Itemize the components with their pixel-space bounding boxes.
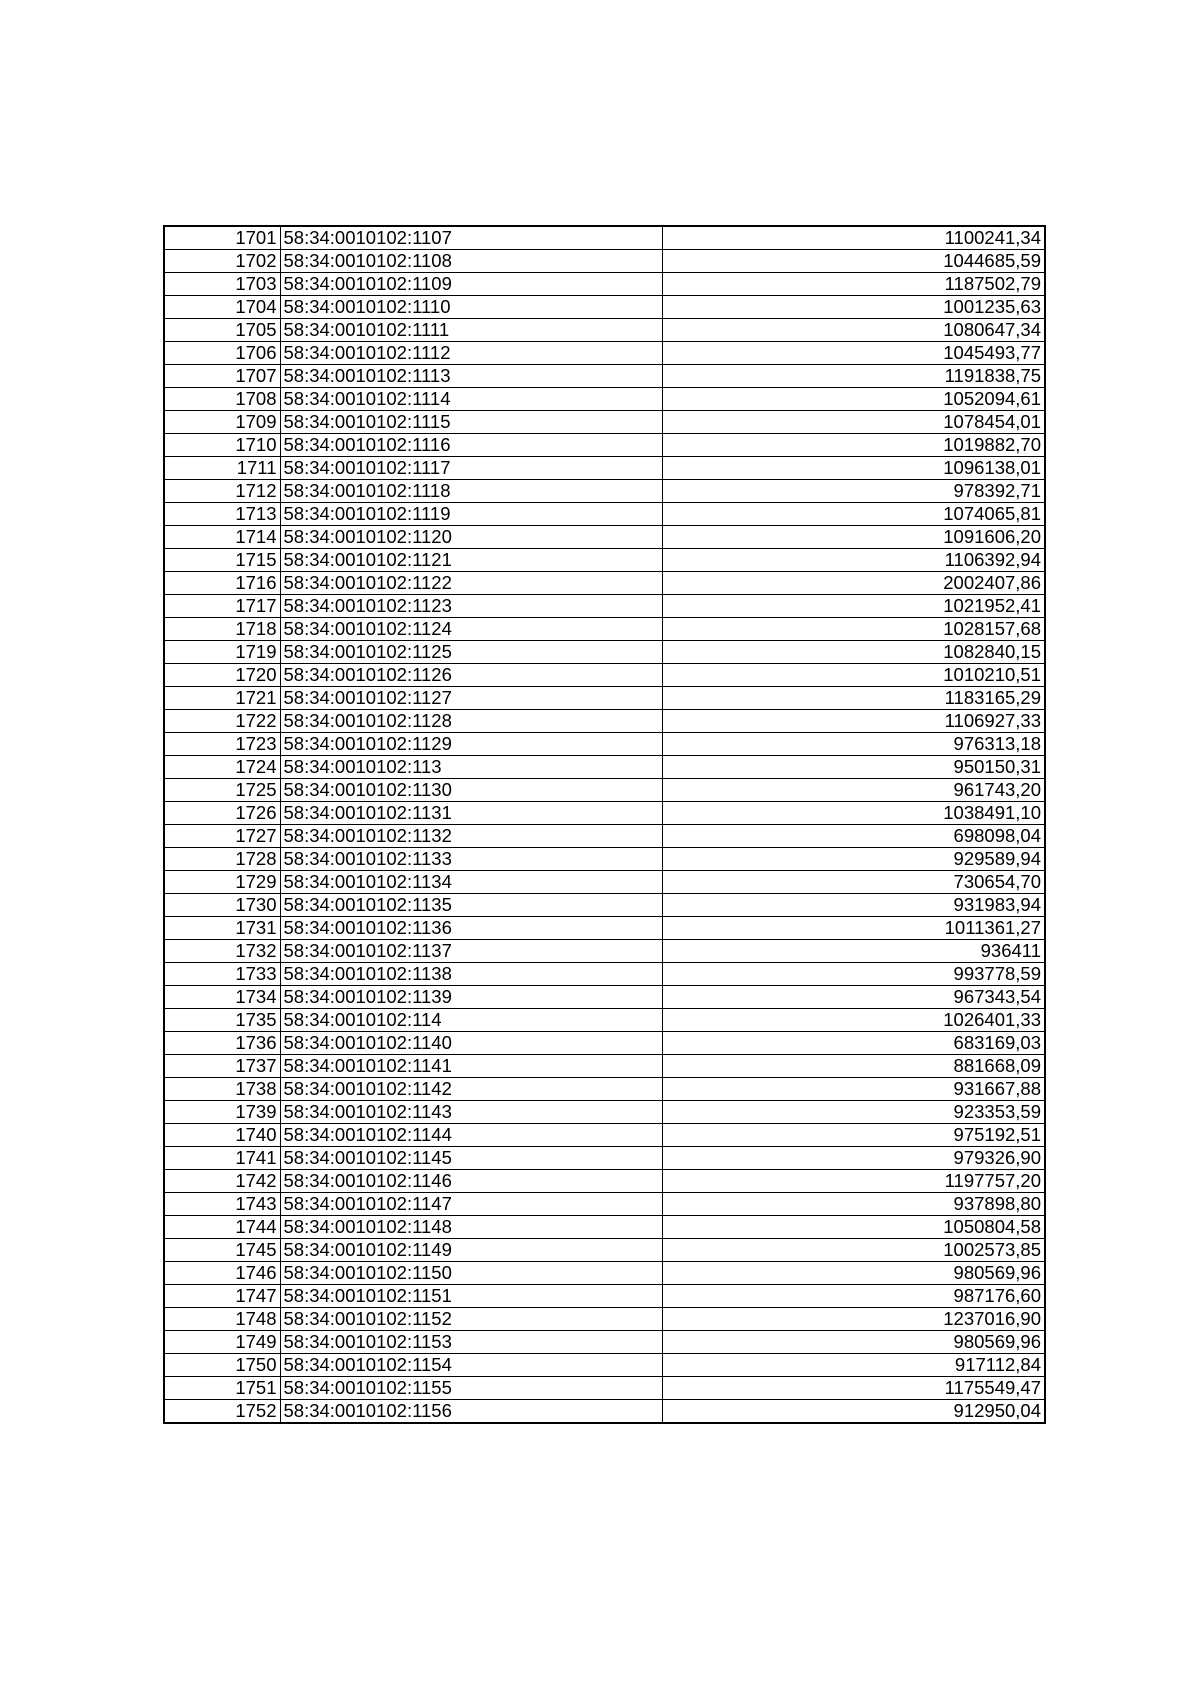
table-row — [164, 618, 1045, 641]
cadastral-number-cell: 58:34:0010102:1121 — [280, 549, 662, 572]
row-number-cell: 1723 — [164, 733, 280, 756]
cadastral-number-cell: 58:34:0010102:1117 — [280, 457, 662, 480]
cadastral-number-cell: 58:34:0010102:1155 — [280, 1377, 662, 1400]
value-cell: 967343,54 — [662, 986, 1045, 1009]
row-number-cell: 1733 — [164, 963, 280, 986]
table-row — [164, 802, 1045, 825]
table-row — [164, 1400, 1045, 1424]
table-row — [164, 503, 1045, 526]
cadastral-number-cell: 58:34:0010102:1109 — [280, 273, 662, 296]
cadastral-number-cell: 58:34:0010102:1146 — [280, 1170, 662, 1193]
value-cell: 1044685,59 — [662, 250, 1045, 273]
row-number-cell: 1713 — [164, 503, 280, 526]
table-row — [164, 273, 1045, 296]
cadastral-number-cell: 58:34:0010102:1140 — [280, 1032, 662, 1055]
row-number-cell: 1721 — [164, 687, 280, 710]
value-cell: 979326,90 — [662, 1147, 1045, 1170]
value-cell: 976313,18 — [662, 733, 1045, 756]
value-cell: 881668,09 — [662, 1055, 1045, 1078]
cadastral-number-cell: 58:34:0010102:1124 — [280, 618, 662, 641]
cadastral-number-cell: 58:34:0010102:1132 — [280, 825, 662, 848]
table-row — [164, 756, 1045, 779]
row-number-cell: 1712 — [164, 480, 280, 503]
value-cell: 1001235,63 — [662, 296, 1045, 319]
cadastral-number-cell: 58:34:0010102:1135 — [280, 894, 662, 917]
value-cell: 931983,94 — [662, 894, 1045, 917]
value-cell: 1091606,20 — [662, 526, 1045, 549]
table-row — [164, 894, 1045, 917]
row-number-cell: 1745 — [164, 1239, 280, 1262]
value-cell: 980569,96 — [662, 1262, 1045, 1285]
row-number-cell: 1714 — [164, 526, 280, 549]
value-cell: 1100241,34 — [662, 226, 1045, 250]
table-row — [164, 687, 1045, 710]
cadastral-number-cell: 58:34:0010102:1123 — [280, 595, 662, 618]
cadastral-number-cell: 58:34:0010102:1111 — [280, 319, 662, 342]
cadastral-number-cell: 58:34:0010102:1139 — [280, 986, 662, 1009]
value-cell: 730654,70 — [662, 871, 1045, 894]
table-row — [164, 226, 1045, 250]
value-cell: 1237016,90 — [662, 1308, 1045, 1331]
row-number-cell: 1716 — [164, 572, 280, 595]
cadastral-number-cell: 58:34:0010102:1115 — [280, 411, 662, 434]
row-number-cell: 1703 — [164, 273, 280, 296]
value-cell: 1074065,81 — [662, 503, 1045, 526]
value-cell: 683169,03 — [662, 1032, 1045, 1055]
row-number-cell: 1732 — [164, 940, 280, 963]
row-number-cell: 1704 — [164, 296, 280, 319]
value-cell: 1045493,77 — [662, 342, 1045, 365]
value-cell: 1038491,10 — [662, 802, 1045, 825]
cadastral-number-cell: 58:34:0010102:1126 — [280, 664, 662, 687]
value-cell: 1175549,47 — [662, 1377, 1045, 1400]
value-cell: 936411 — [662, 940, 1045, 963]
cadastral-number-cell: 58:34:0010102:1122 — [280, 572, 662, 595]
value-cell: 1096138,01 — [662, 457, 1045, 480]
row-number-cell: 1715 — [164, 549, 280, 572]
table-row — [164, 1354, 1045, 1377]
cadastral-number-cell: 58:34:0010102:1152 — [280, 1308, 662, 1331]
cadastral-number-cell: 58:34:0010102:1112 — [280, 342, 662, 365]
table-row — [164, 457, 1045, 480]
row-number-cell: 1741 — [164, 1147, 280, 1170]
value-cell: 929589,94 — [662, 848, 1045, 871]
cadastral-number-cell: 58:34:0010102:1130 — [280, 779, 662, 802]
row-number-cell: 1710 — [164, 434, 280, 457]
row-number-cell: 1750 — [164, 1354, 280, 1377]
value-cell: 923353,59 — [662, 1101, 1045, 1124]
table-row — [164, 480, 1045, 503]
row-number-cell: 1717 — [164, 595, 280, 618]
table-row — [164, 342, 1045, 365]
row-number-cell: 1746 — [164, 1262, 280, 1285]
table-row — [164, 733, 1045, 756]
value-cell: 912950,04 — [662, 1400, 1045, 1424]
row-number-cell: 1740 — [164, 1124, 280, 1147]
row-number-cell: 1739 — [164, 1101, 280, 1124]
table-row — [164, 549, 1045, 572]
value-cell: 1019882,70 — [662, 434, 1045, 457]
table-row — [164, 917, 1045, 940]
table-row — [164, 296, 1045, 319]
cadastral-number-cell: 58:34:0010102:1142 — [280, 1078, 662, 1101]
table-row — [164, 1101, 1045, 1124]
table-row — [164, 1285, 1045, 1308]
row-number-cell: 1747 — [164, 1285, 280, 1308]
value-cell: 1082840,15 — [662, 641, 1045, 664]
cadastral-number-cell: 58:34:0010102:1150 — [280, 1262, 662, 1285]
table-row — [164, 1147, 1045, 1170]
row-number-cell: 1702 — [164, 250, 280, 273]
row-number-cell: 1725 — [164, 779, 280, 802]
row-number-cell: 1734 — [164, 986, 280, 1009]
table-row — [164, 365, 1045, 388]
row-number-cell: 1705 — [164, 319, 280, 342]
value-cell: 975192,51 — [662, 1124, 1045, 1147]
cadastral-number-cell: 58:34:0010102:1116 — [280, 434, 662, 457]
cadastral-number-cell: 58:34:0010102:1119 — [280, 503, 662, 526]
table-row — [164, 779, 1045, 802]
table-row — [164, 1308, 1045, 1331]
row-number-cell: 1707 — [164, 365, 280, 388]
table-row — [164, 664, 1045, 687]
value-cell: 917112,84 — [662, 1354, 1045, 1377]
row-number-cell: 1743 — [164, 1193, 280, 1216]
value-cell: 1197757,20 — [662, 1170, 1045, 1193]
table-row — [164, 1377, 1045, 1400]
table-row — [164, 1124, 1045, 1147]
table-row — [164, 1055, 1045, 1078]
value-cell: 1078454,01 — [662, 411, 1045, 434]
table-row — [164, 250, 1045, 273]
row-number-cell: 1751 — [164, 1377, 280, 1400]
row-number-cell: 1718 — [164, 618, 280, 641]
cadastral-number-cell: 58:34:0010102:1134 — [280, 871, 662, 894]
value-cell: 937898,80 — [662, 1193, 1045, 1216]
value-cell: 1010210,51 — [662, 664, 1045, 687]
row-number-cell: 1720 — [164, 664, 280, 687]
table-row — [164, 526, 1045, 549]
row-number-cell: 1726 — [164, 802, 280, 825]
value-cell: 993778,59 — [662, 963, 1045, 986]
row-number-cell: 1737 — [164, 1055, 280, 1078]
cadastral-number-cell: 58:34:0010102:1149 — [280, 1239, 662, 1262]
table-row — [164, 1216, 1045, 1239]
row-number-cell: 1709 — [164, 411, 280, 434]
cadastral-number-cell: 58:34:0010102:1125 — [280, 641, 662, 664]
cadastral-number-cell: 58:34:0010102:1143 — [280, 1101, 662, 1124]
cadastral-number-cell: 58:34:0010102:1145 — [280, 1147, 662, 1170]
table-row — [164, 986, 1045, 1009]
row-number-cell: 1711 — [164, 457, 280, 480]
row-number-cell: 1719 — [164, 641, 280, 664]
row-number-cell: 1729 — [164, 871, 280, 894]
cadastral-number-cell: 58:34:0010102:1131 — [280, 802, 662, 825]
table-row — [164, 411, 1045, 434]
table-body — [164, 226, 1045, 1423]
table-row — [164, 641, 1045, 664]
value-cell: 1106927,33 — [662, 710, 1045, 733]
table-row — [164, 940, 1045, 963]
row-number-cell: 1728 — [164, 848, 280, 871]
cadastral-number-cell: 58:34:0010102:1110 — [280, 296, 662, 319]
value-cell: 978392,71 — [662, 480, 1045, 503]
cadastral-number-cell: 58:34:0010102:1154 — [280, 1354, 662, 1377]
row-number-cell: 1748 — [164, 1308, 280, 1331]
row-number-cell: 1735 — [164, 1009, 280, 1032]
cadastral-number-cell: 58:34:0010102:1129 — [280, 733, 662, 756]
value-cell: 950150,31 — [662, 756, 1045, 779]
table-row — [164, 1009, 1045, 1032]
row-number-cell: 1701 — [164, 226, 280, 250]
cadastral-number-cell: 58:34:0010102:1107 — [280, 226, 662, 250]
table-row — [164, 1331, 1045, 1354]
row-number-cell: 1731 — [164, 917, 280, 940]
cadastral-number-cell: 58:34:0010102:1114 — [280, 388, 662, 411]
value-cell: 1191838,75 — [662, 365, 1045, 388]
cadastral-number-cell: 58:34:0010102:1120 — [280, 526, 662, 549]
table-row — [164, 1193, 1045, 1216]
row-number-cell: 1736 — [164, 1032, 280, 1055]
row-number-cell: 1708 — [164, 388, 280, 411]
cadastral-number-cell: 58:34:0010102:1138 — [280, 963, 662, 986]
table-row — [164, 825, 1045, 848]
table-row — [164, 1239, 1045, 1262]
value-cell: 2002407,86 — [662, 572, 1045, 595]
value-cell: 698098,04 — [662, 825, 1045, 848]
cadastral-number-cell: 58:34:0010102:1113 — [280, 365, 662, 388]
value-cell: 1052094,61 — [662, 388, 1045, 411]
row-number-cell: 1722 — [164, 710, 280, 733]
table-row — [164, 388, 1045, 411]
cadastral-number-cell: 58:34:0010102:1108 — [280, 250, 662, 273]
cadastral-number-cell: 58:34:0010102:1127 — [280, 687, 662, 710]
cadastral-number-cell: 58:34:0010102:1136 — [280, 917, 662, 940]
table-row — [164, 1262, 1045, 1285]
cadastral-number-cell: 58:34:0010102:1148 — [280, 1216, 662, 1239]
row-number-cell: 1706 — [164, 342, 280, 365]
row-number-cell: 1752 — [164, 1400, 280, 1424]
value-cell: 1021952,41 — [662, 595, 1045, 618]
row-number-cell: 1727 — [164, 825, 280, 848]
value-cell: 1002573,85 — [662, 1239, 1045, 1262]
cadastral-number-cell: 58:34:0010102:1128 — [280, 710, 662, 733]
table-row — [164, 1032, 1045, 1055]
row-number-cell: 1742 — [164, 1170, 280, 1193]
table-row — [164, 963, 1045, 986]
value-cell: 1011361,27 — [662, 917, 1045, 940]
cadastral-number-cell: 58:34:0010102:1153 — [280, 1331, 662, 1354]
row-number-cell: 1749 — [164, 1331, 280, 1354]
table-row — [164, 595, 1045, 618]
table-row — [164, 319, 1045, 342]
table-row — [164, 710, 1045, 733]
cadastral-number-cell: 58:34:0010102:1141 — [280, 1055, 662, 1078]
value-cell: 987176,60 — [662, 1285, 1045, 1308]
value-cell: 1028157,68 — [662, 618, 1045, 641]
row-number-cell: 1738 — [164, 1078, 280, 1101]
value-cell: 1050804,58 — [662, 1216, 1045, 1239]
row-number-cell: 1724 — [164, 756, 280, 779]
table-row — [164, 572, 1045, 595]
table-row — [164, 1078, 1045, 1101]
cadastral-number-cell: 58:34:0010102:1144 — [280, 1124, 662, 1147]
cadastral-number-cell: 58:34:0010102:1137 — [280, 940, 662, 963]
table-row — [164, 871, 1045, 894]
cadastral-number-cell: 58:34:0010102:1118 — [280, 480, 662, 503]
row-number-cell: 1744 — [164, 1216, 280, 1239]
value-cell: 1106392,94 — [662, 549, 1045, 572]
value-cell: 961743,20 — [662, 779, 1045, 802]
table-row — [164, 1170, 1045, 1193]
value-cell: 931667,88 — [662, 1078, 1045, 1101]
cadastral-number-cell: 58:34:0010102:1133 — [280, 848, 662, 871]
cadastral-number-cell: 58:34:0010102:1147 — [280, 1193, 662, 1216]
value-cell: 1026401,33 — [662, 1009, 1045, 1032]
cadastral-number-cell: 58:34:0010102:1151 — [280, 1285, 662, 1308]
cadastral-number-cell: 58:34:0010102:1156 — [280, 1400, 662, 1424]
value-cell: 1183165,29 — [662, 687, 1045, 710]
value-cell: 980569,96 — [662, 1331, 1045, 1354]
cadastral-number-cell: 58:34:0010102:114 — [280, 1009, 662, 1032]
cadastral-value-table — [163, 225, 1046, 1424]
value-cell: 1080647,34 — [662, 319, 1045, 342]
value-cell: 1187502,79 — [662, 273, 1045, 296]
row-number-cell: 1730 — [164, 894, 280, 917]
cadastral-number-cell: 58:34:0010102:113 — [280, 756, 662, 779]
table-row — [164, 434, 1045, 457]
table-row — [164, 848, 1045, 871]
